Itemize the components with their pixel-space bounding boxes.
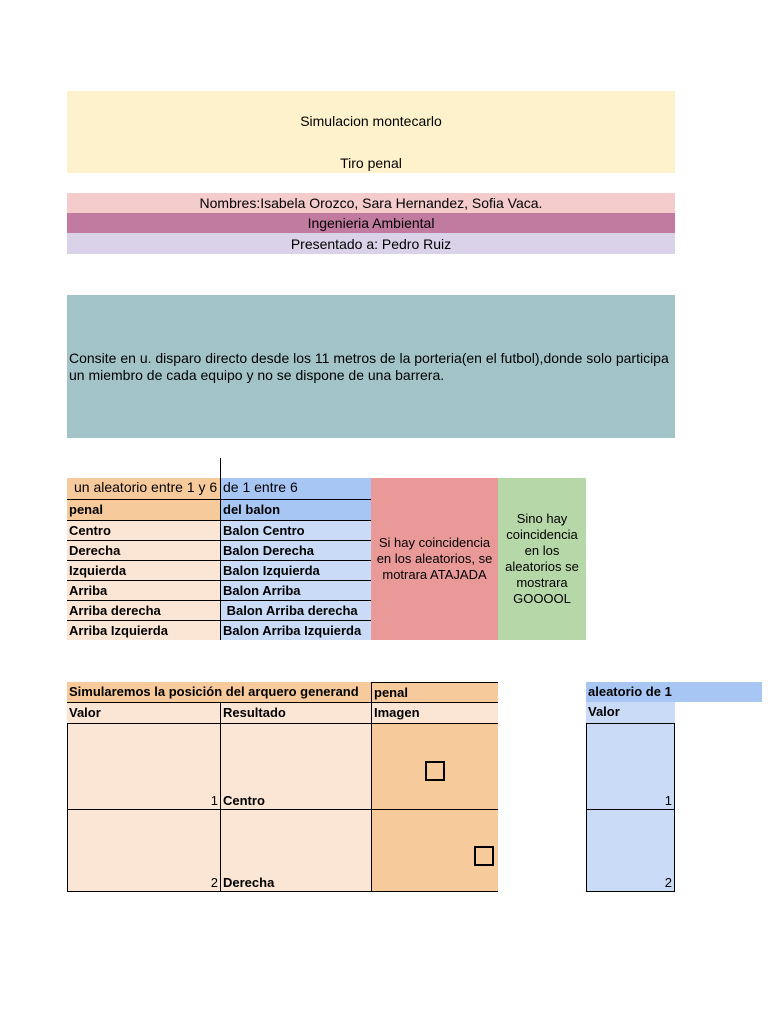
table1-row-left: Arriba: [67, 580, 220, 600]
table3-title: aleatorio de 1: [586, 682, 762, 702]
table2-cell-valor: [67, 809, 220, 892]
table3-cell: [586, 809, 675, 892]
table1-row-right: Balon Arriba Izquierda: [220, 620, 371, 640]
table1-row-left: Arriba Izquierda: [67, 620, 220, 640]
names-row: Nombres:Isabela Orozco, Sara Hernandez, Sofia Vaca.: [67, 193, 675, 213]
match-note: Si hay coincidencia en los aleatorios, se motrara ATAJADA: [371, 478, 498, 640]
table3-cell: [586, 723, 675, 809]
description-box: [67, 295, 675, 438]
table3-value: 2: [664, 875, 672, 890]
nomatch-note: Sino hay coincidencia en los aleatorios se mostrara GOOOOL: [498, 478, 586, 640]
program-row: Ingenieria Ambiental: [67, 213, 675, 233]
table2-header-valor: Valor: [67, 702, 220, 723]
table2-header-resultado: Resultado: [220, 702, 371, 723]
table2-header-imagen: Imagen: [371, 702, 498, 723]
table3-header: Valor: [586, 702, 675, 723]
table2-valor-value: 1: [210, 793, 218, 808]
table2-resultado-value: Centro: [223, 793, 265, 808]
table2-cell-valor: [67, 723, 220, 809]
table1-col1-header: un aleatorio entre 1 y 6: [67, 478, 220, 499]
table1-col2-header: de 1 entre 6: [220, 478, 371, 499]
table3-value: 1: [664, 793, 672, 808]
table2-title: Simularemos la posición del arquero generand: [67, 682, 371, 702]
checkbox-icon: [474, 846, 494, 866]
table2-valor-value: 2: [210, 875, 218, 890]
table1-row-right: Balon Derecha: [220, 540, 371, 560]
table2-resultado-value: Derecha: [223, 875, 275, 890]
table2-cell-resultado: [220, 809, 371, 892]
table1-row-left: Arriba derecha: [67, 600, 220, 620]
table1-col1-sub: penal: [67, 499, 220, 520]
page-title: Simulacion montecarlo: [300, 113, 442, 129]
table2-title-tail: penal: [371, 682, 498, 702]
table1-row-right: Balon Arriba derecha: [220, 600, 371, 620]
table1-row-left: Izquierda: [67, 560, 220, 580]
page-subtitle: Tiro penal: [340, 155, 402, 171]
table1-row-right: Balon Centro: [220, 520, 371, 540]
table2-cell-imagen: [371, 723, 498, 809]
table1-row-left: Derecha: [67, 540, 220, 560]
table1-col2-sub: del balon: [220, 499, 371, 520]
table2-cell-resultado: [220, 723, 371, 809]
divider-line: [220, 458, 221, 478]
table2-cell-imagen: [371, 809, 498, 892]
table1-row-right: Balon Izquierda: [220, 560, 371, 580]
table1-row-left: Centro: [67, 520, 220, 540]
description-text: Consite en u. disparo directo desde los 11 metros de la porteria(en el futbol),donde solo participa un miembro de cada equipo y no se dispone de una barrera.: [69, 350, 669, 383]
checkbox-icon: [425, 761, 445, 781]
presented-row: Presentado a: Pedro Ruiz: [67, 233, 675, 254]
table1-row-right: Balon Arriba: [220, 580, 371, 600]
